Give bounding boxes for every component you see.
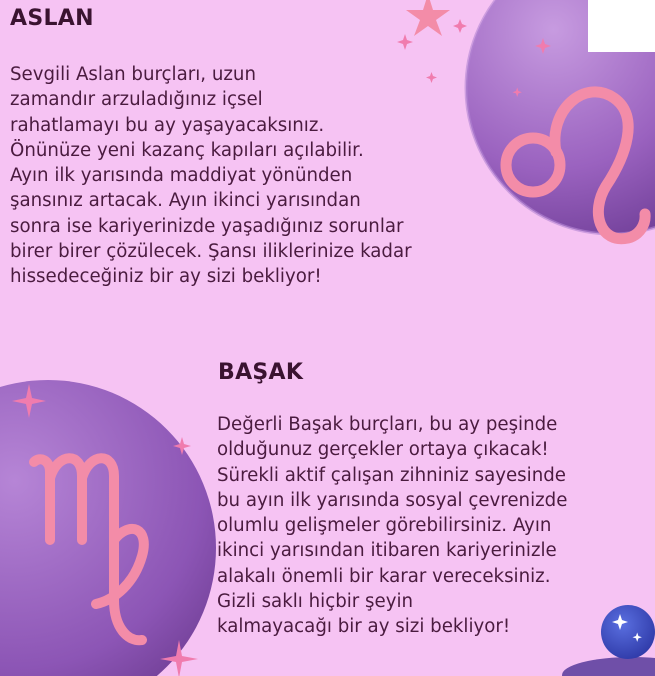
aslan-title: ASLAN: [10, 6, 94, 31]
aslan-line: birer birer çözülecek. Şansı iliklerinize kadar: [10, 241, 412, 263]
basak-line: olduğunuz gerçekler ortaya çıkacak!: [217, 439, 549, 461]
aslan-text: [10, 62, 412, 290]
basak-line: kalmayacağı bir ay sizi bekliyor!: [217, 616, 511, 638]
aslan-line: hissedeceğiniz bir ay sizi bekliyor!: [10, 266, 322, 288]
basak-line: Değerli Başak burçları, bu ay peşinde: [217, 414, 558, 435]
aslan-line: sonra ise kariyerinizde yaşadığınız sorunlar: [10, 215, 404, 237]
aslan-line: Ayın ilk yarısında maddiyat yönünden: [10, 165, 353, 187]
aslan-line: Önünüze yeni kazanç kapıları açılabilir.: [10, 139, 364, 161]
blank-corner: [588, 0, 655, 52]
aslan-line: zamandır arzuladığınız içsel: [10, 89, 263, 111]
aslan-line: Sevgili Aslan burçları, uzun: [10, 64, 256, 85]
aslan-line: rahatlamayı bu ay yaşayacaksınız.: [10, 114, 325, 136]
basak-line: alakalı önemli bir karar vereceksiniz.: [217, 565, 551, 587]
aslan-line: şansınız artacak. Ayın ikinci yarısından: [10, 190, 361, 212]
basak-line: olumlu gelişmeler görebilirsiniz. Ayın: [217, 515, 552, 537]
crystal-ball-icon: [562, 605, 655, 676]
basak-line: Gizli saklı hiçbir şeyin: [217, 591, 414, 613]
planet-bottom-left: [0, 380, 216, 676]
star-icon: [406, 0, 450, 36]
basak-line: Sürekli aktif çalışan zihniniz sayesinde: [217, 464, 566, 486]
basak-line: bu ayın ilk yarısında sosyal çevrenizde: [217, 489, 568, 511]
basak-title: BAŞAK: [218, 360, 304, 385]
basak-text: [217, 412, 567, 640]
basak-line: ikinci yarısından itibaren kariyerinizle: [217, 540, 557, 562]
